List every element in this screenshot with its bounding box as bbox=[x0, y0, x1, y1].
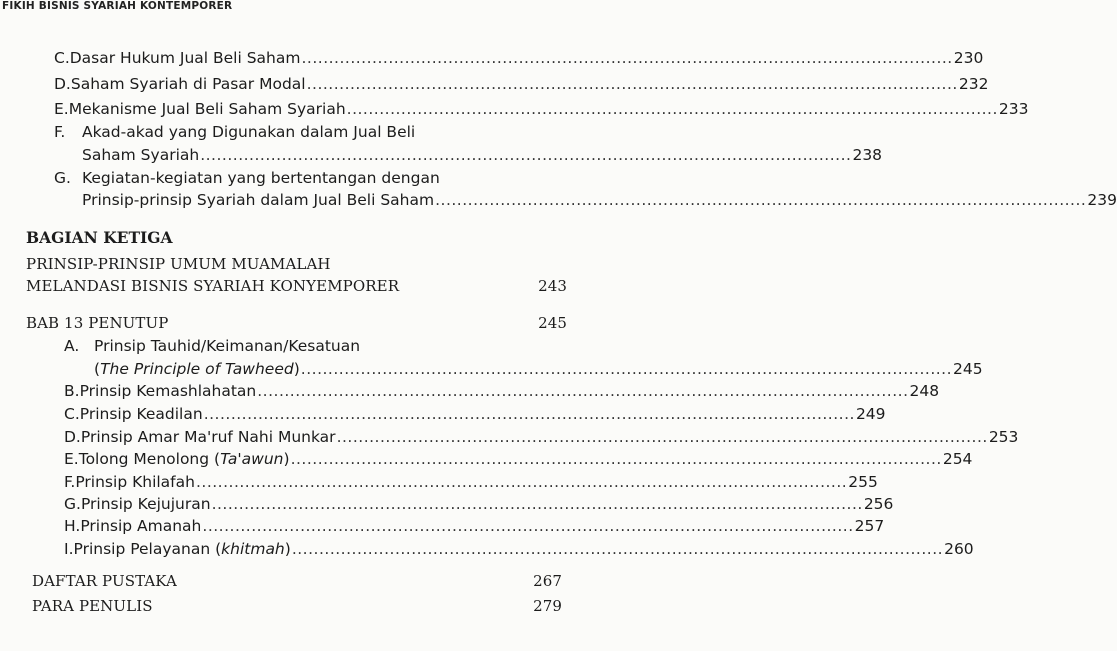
entry-letter: G. bbox=[54, 169, 71, 187]
entry-page: 248 bbox=[909, 382, 940, 400]
entry-letter: B. bbox=[64, 382, 80, 400]
entry-title: Prinsip Kejujuran bbox=[80, 495, 211, 513]
toc-entry-i[interactable] bbox=[64, 539, 974, 559]
dot-leader: ........................................................................................................................ bbox=[290, 450, 942, 468]
part-title-line1: PRINSIP-PRINSIP UMUM MUAMALAH bbox=[26, 255, 331, 273]
entry-page: 230 bbox=[953, 49, 984, 67]
entry-page: 257 bbox=[854, 517, 885, 535]
dot-leader: ........................................................................................................................ bbox=[257, 382, 909, 400]
entry-letter: E. bbox=[64, 450, 79, 468]
entry-page: 249 bbox=[855, 405, 886, 423]
dot-leader: ........................................................................................................................ bbox=[306, 75, 958, 93]
toc-entry-a[interactable] bbox=[94, 359, 983, 379]
entry-title: Prinsip Kemashlahatan bbox=[79, 382, 257, 400]
entry-letter: F. bbox=[54, 123, 66, 141]
entry-page: 253 bbox=[988, 428, 1019, 446]
toc-entry-b[interactable] bbox=[64, 381, 940, 401]
entry-letter: F. bbox=[64, 473, 76, 491]
entry-letter: G. bbox=[64, 495, 81, 513]
entry-title: Prinsip Tauhid/Keimanan/Kesatuan bbox=[94, 337, 361, 355]
entry-title: Prinsip Amanah bbox=[80, 517, 202, 535]
entry-page: 255 bbox=[848, 473, 878, 491]
toc-entry-a-line1[interactable] bbox=[64, 336, 360, 356]
entry-letter: D. bbox=[64, 428, 81, 446]
entry-title: Prinsip Keadilan bbox=[79, 405, 203, 423]
toc-entry-f[interactable] bbox=[82, 145, 883, 165]
dot-leader: ........................................................................................................................ bbox=[346, 100, 998, 118]
entry-page: 256 bbox=[863, 495, 894, 513]
entry-page: 254 bbox=[942, 450, 973, 468]
entry-title: Prinsip Pelayanan (khitmah) bbox=[73, 540, 291, 558]
backmatter-bibliography[interactable] bbox=[32, 571, 562, 591]
toc-entry-f2[interactable] bbox=[64, 472, 878, 492]
entry-letter: C. bbox=[54, 49, 70, 67]
dot-leader: ........................................................................................................................ bbox=[203, 405, 855, 423]
entry-title-line2: Prinsip-prinsip Syariah dalam Jual Beli Saham bbox=[82, 191, 435, 209]
toc-entry-e[interactable] bbox=[54, 99, 1029, 119]
entry-page: 245 bbox=[953, 360, 983, 378]
backmatter-authors[interactable] bbox=[32, 596, 562, 616]
entry-page: 260 bbox=[944, 540, 974, 558]
part-label: BAGIAN KETIGA bbox=[26, 228, 173, 247]
running-header: FIKIH BISNIS SYARIAH KONTEMPORER bbox=[2, 0, 233, 12]
entry-page: 238 bbox=[852, 146, 883, 164]
entry-page: 279 bbox=[533, 597, 562, 615]
entry-title: Kegiatan-kegiatan yang bertentangan dengan bbox=[82, 169, 440, 187]
dot-leader: ........................................................................................................................ bbox=[300, 360, 953, 378]
toc-entry-d[interactable] bbox=[54, 74, 989, 94]
entry-title: Dasar Hukum Jual Beli Saham bbox=[69, 49, 301, 67]
entry-title: Prinsip Khilafah bbox=[75, 473, 195, 491]
dot-leader: ........................................................................................................................ bbox=[195, 473, 848, 491]
entry-title: Mekanisme Jual Beli Saham Syariah bbox=[68, 100, 346, 118]
entry-letter: E. bbox=[54, 100, 69, 118]
dot-leader: ........................................................................................................................ bbox=[291, 540, 944, 558]
entry-title: Tolong Menolong (Ta'awun) bbox=[78, 450, 290, 468]
dot-leader: ........................................................................................................................ bbox=[435, 191, 1087, 209]
part-title-line2: MELANDASI BISNIS SYARIAH KONYEMPORER bbox=[26, 277, 400, 295]
chapter-title: BAB 13 PENUTUP bbox=[26, 314, 169, 332]
entry-title-line2: (The Principle of Tawheed) bbox=[94, 360, 300, 378]
toc-entry-h[interactable] bbox=[64, 516, 885, 536]
entry-page: 233 bbox=[998, 100, 1029, 118]
entry-title-line2: Saham Syariah bbox=[82, 146, 200, 164]
dot-leader: ........................................................................................................................ bbox=[301, 49, 953, 67]
entry-page: 232 bbox=[958, 75, 989, 93]
toc-entry-g-line1[interactable] bbox=[54, 168, 440, 188]
entry-title: Prinsip Amar Ma'ruf Nahi Munkar bbox=[80, 428, 336, 446]
chapter-entry[interactable] bbox=[26, 313, 567, 333]
entry-title: DAFTAR PUSTAKA bbox=[32, 572, 177, 590]
entry-letter: A. bbox=[64, 337, 80, 355]
toc-entry-e2[interactable] bbox=[64, 449, 973, 469]
entry-letter: I. bbox=[64, 540, 74, 558]
entry-title: Akad-akad yang Digunakan dalam Jual Beli bbox=[82, 123, 416, 141]
dot-leader: ........................................................................................................................ bbox=[211, 495, 863, 513]
entry-title: PARA PENULIS bbox=[32, 597, 153, 615]
entry-page: 267 bbox=[533, 572, 562, 590]
part-entry[interactable] bbox=[26, 276, 567, 296]
toc-entry-c2[interactable] bbox=[64, 404, 886, 424]
entry-letter: D. bbox=[54, 75, 71, 93]
dot-leader: ........................................................................................................................ bbox=[202, 517, 854, 535]
toc-entry-g2[interactable] bbox=[64, 494, 894, 514]
entry-letter: C. bbox=[64, 405, 80, 423]
entry-letter: H. bbox=[64, 517, 81, 535]
entry-title: Saham Syariah di Pasar Modal bbox=[70, 75, 306, 93]
toc-entry-d2[interactable] bbox=[64, 427, 1019, 447]
part-page: 243 bbox=[538, 277, 567, 295]
dot-leader: ........................................................................................................................ bbox=[336, 428, 988, 446]
dot-leader: ........................................................................................................................ bbox=[200, 146, 852, 164]
entry-page: 239 bbox=[1087, 191, 1117, 209]
toc-entry-g[interactable] bbox=[82, 190, 1117, 210]
chapter-page: 245 bbox=[538, 314, 567, 332]
toc-entry-c[interactable] bbox=[54, 48, 984, 68]
toc-entry-f-line1[interactable] bbox=[54, 122, 415, 142]
